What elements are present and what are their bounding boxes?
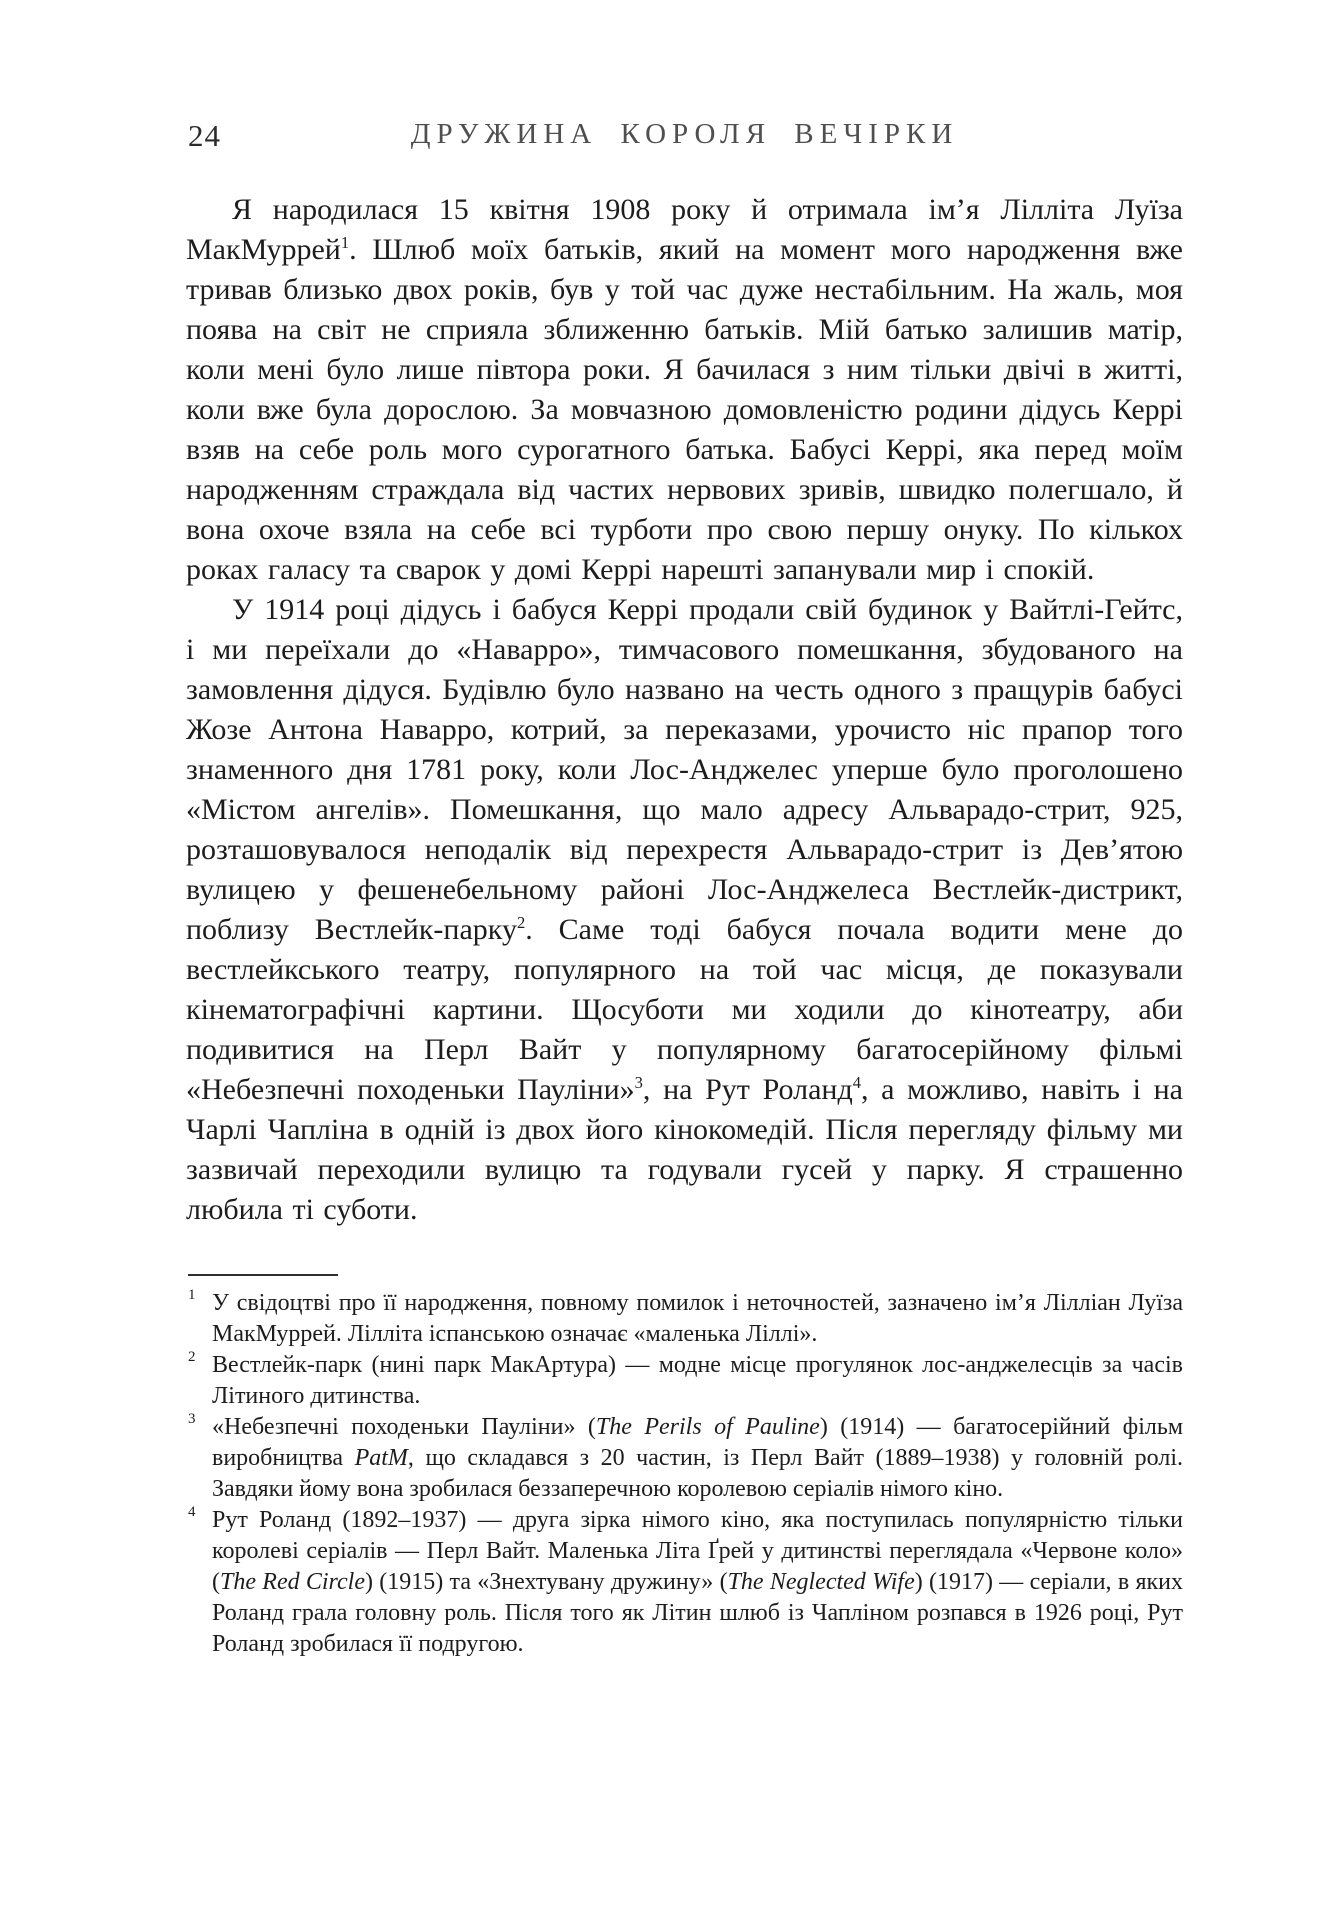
body-text — [186, 190, 1183, 1230]
footnote-item — [186, 1350, 1183, 1412]
footnote-item — [186, 1412, 1183, 1505]
footnote-text: У свідоцтві про її народження, повному помилок і неточностей, зазначено ім’я Лілліан Луїза МакМуррей. Лілліта іспанською означає «маленька Ліллі». — [212, 1290, 1183, 1347]
footnote-number: 1 — [188, 1287, 196, 1303]
footnote-text: «Небезпечні походеньки Пауліни» (The Perils of Pauline) (1914) — багатосерійний фільм виробництва PatM, що складався з 20 частин, із Перл Вайт (1889–1938) у головній ролі. Завдяки йому вона зробилася беззаперечною королевою серіалів німого кіно. — [212, 1414, 1184, 1502]
footnote-number: 2 — [188, 1349, 196, 1365]
italic-text: The Red Circle — [220, 1569, 365, 1595]
page-header — [186, 118, 1183, 158]
footnotes — [186, 1288, 1183, 1660]
italic-text: The Perils of Pauline — [595, 1414, 820, 1440]
italic-text: The Neglected Wife — [727, 1569, 915, 1595]
footnote-number: 4 — [188, 1504, 196, 1520]
page-number: 24 — [188, 118, 221, 153]
footnote-separator — [188, 1274, 338, 1276]
footnote-item — [186, 1505, 1183, 1660]
footnote-number: 3 — [188, 1411, 196, 1427]
footnote-ref: 1 — [340, 233, 350, 252]
footnote-item — [186, 1288, 1183, 1350]
footnote-ref: 4 — [852, 1073, 861, 1092]
footnote-ref: 2 — [516, 913, 526, 932]
italic-text: PatM — [354, 1445, 408, 1471]
footnote-ref: 3 — [634, 1073, 643, 1092]
footnote-text: Вестлейк-парк (нині парк МакАртура) — модне місце прогулянок лос-анджелесців за часів Літиного дитинства. — [212, 1352, 1183, 1409]
paragraph: Я народилася 15 квітня 1908 року й отримала ім’я Лілліта Луїза МакМуррей$^1$. Шлюб моїх батьків, який на момент мого народження вже тривав близько двох років, був у той час дуже нестабільним. На жаль, моя поява на світ не сприяла зближенню батьків. Мій батько залишив матір, коли мені було лише півтора роки. Я бачилася з ним тільки двічі в житті, коли вже була дорослою. За мовчазною домовленістю родини дідусь Керрі взяв на себе роль мого сурогатного батька. Бабусі Керрі, яка перед моїм народженням страждала від частих нервових зривів, швидко полегшало, й вона охоче взяла на себе всі турботи про свою першу онуку. По кількох роках галасу та сварок у домі Керрі нарешті запанували мир і спокій. — [186, 193, 1183, 586]
footnote-text: Рут Роланд (1892–1937) — друга зірка німого кіно, яка поступилась популярністю тільки королеві серіалів — Перл Вайт. Маленька Літа Ґрей у дитинстві переглядала «Червоне коло» (The Red Circle) (1915) та «Знехтувану дружину» (The Neglected Wife) (1917) — серіали, в яких Роланд грала головну роль. Після того як Літин шлюб із Чапліном розпався в 1926 році, Рут Роланд зробилася її подругою. — [212, 1507, 1183, 1657]
paragraph: У 1914 році дідусь і бабуся Керрі продали свій будинок у Вайтлі-Гейтс, і ми переїхали до «Наварро», тимчасового помешкання, збудованого на замовлення дідуся. Будівлю було названо на честь одного з пращурів бабусі Жозе Антона Наварро, котрий, за переказами, урочисто ніс прапор того знаменного дня 1781 року, коли Лос-Анджелес уперше було проголошено «Містом ангелів». Помешкання, що мало адресу Альварадо-стрит, 925, розташовувалося неподалік від перехрестя Альварадо-стрит із Дев’ятою вулицею у фешенебельному районі Лос-Анджелеса Вестлейк-дистрикт, поблизу Вестлейк-парку$^2$. Саме тоді бабуся почала водити мене до вестлейкського театру, популярного на той час місця, де показували кінематографічні картини. Щосуботи ми ходили до кінотеатру, аби подивитися на Перл Вайт у популярному багатосерійному фільмі «Небезпечні походеньки Пауліни»$^3$, на Рут Роланд$^4$, а можливо, навіть і на Чарлі Чапліна в одній із двох його кінокомедій. Після перегляду фільму ми зазвичай переходили вулицю та годували гусей у парку. Я страшенно любила ті суботи. — [186, 593, 1183, 1226]
running-header: ДРУЖИНА КОРОЛЯ ВЕЧІРКИ — [410, 118, 959, 150]
